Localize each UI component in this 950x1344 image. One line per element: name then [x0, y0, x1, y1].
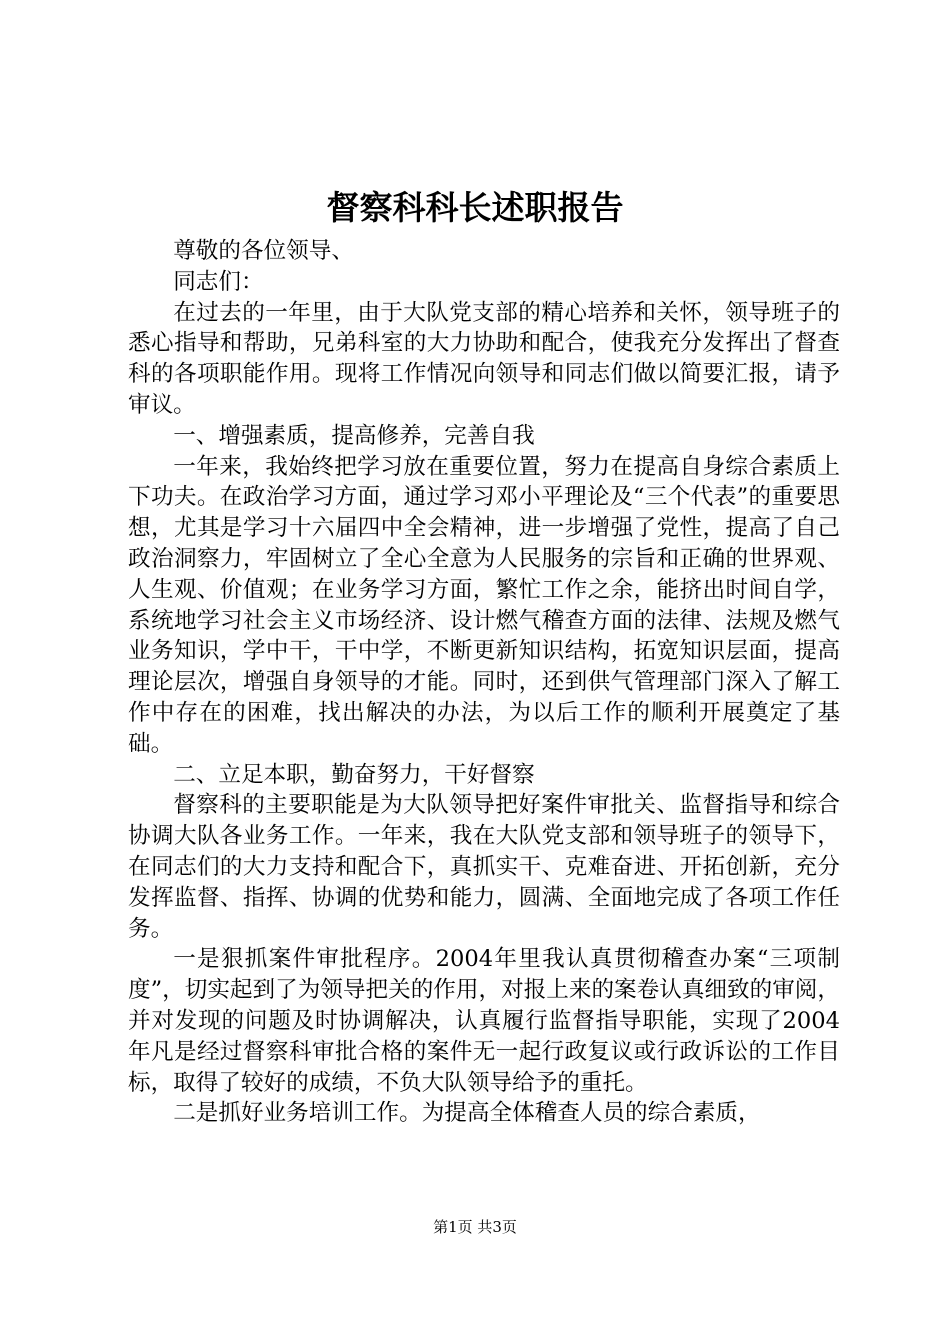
document-body — [128, 236, 840, 1129]
salutation-line-1: 尊敬的各位领导、 — [173, 238, 354, 264]
document-title: 督察科科长述职报告 — [326, 188, 624, 227]
section-2-paragraph: 督察科的主要职能是为大队领导把好案件审批关、监督指导和综合协调大队各业务工作。一年来，我在大队党支部和领导班子的领导下，在同志们的大力支持和配合下，真抓实干、克难奋进、开拓创新，充分发挥监督、指挥、协调的优势和能力，圆满、全面地完成了各项工作任务。 — [128, 792, 840, 942]
section-1-paragraph: 一年来，我始终把学习放在重要位置，努力在提高自身综合素质上下功夫。在政治学习方面，通过学习邓小平理论及“三个代表”的重要思想，尤其是学习十六届四中全会精神，进一步增强了党性，提高了自己政治洞察力，牢固树立了全心全意为人民服务的宗旨和正确的世界观、人生观、价值观；在业务学习方面，繁忙工作之余，能挤出时间自学，系统地学习社会主义市场经济、设计燃气稽查方面的法律、法规及燃气业务知识，学中干，干中学，不断更新知识结构，拓宽知识层面，提高理论层次，增强自身领导的才能。同时，还到供气管理部门深入了解工作中存在的困难，找出解决的办法，为以后工作的顺利开展奠定了基础。 — [128, 453, 840, 757]
page-number-footer: 第1页 共3页 — [433, 1218, 517, 1236]
section-2-item-2: 二是抓好业务培训工作。为提高全体稽查人员的综合素质， — [173, 1100, 761, 1127]
intro-paragraph: 在过去的一年里，由于大队党支部的精心培养和关怀，领导班子的悉心指导和帮助，兄弟科室的大力协助和配合，使我充分发挥出了督查科的各项职能作用。现将工作情况向领导和同志们做以简要汇报，请予审议。 — [128, 299, 840, 418]
section-2-item-1: 一是狠抓案件审批程序。2004年里我认真贯彻稽查办案“三项制度”，切实起到了为领导把关的作用，对报上来的案卷认真细致的审阅，并对发现的问题及时协调解决，认真履行监督指导职能，实现了2004年凡是经过督察科审批合格的案件无一起行政复议或行政诉讼的工作目标，取得了较好的成绩，不负大队领导给予的重托。 — [128, 946, 840, 1096]
section-heading-2: 二、立足本职，勤奋努力，干好督察 — [173, 761, 535, 788]
salutation-line-2: 同志们： — [173, 268, 264, 295]
section-heading-1: 一、增强素质，提高修养，完善自我 — [173, 422, 535, 449]
